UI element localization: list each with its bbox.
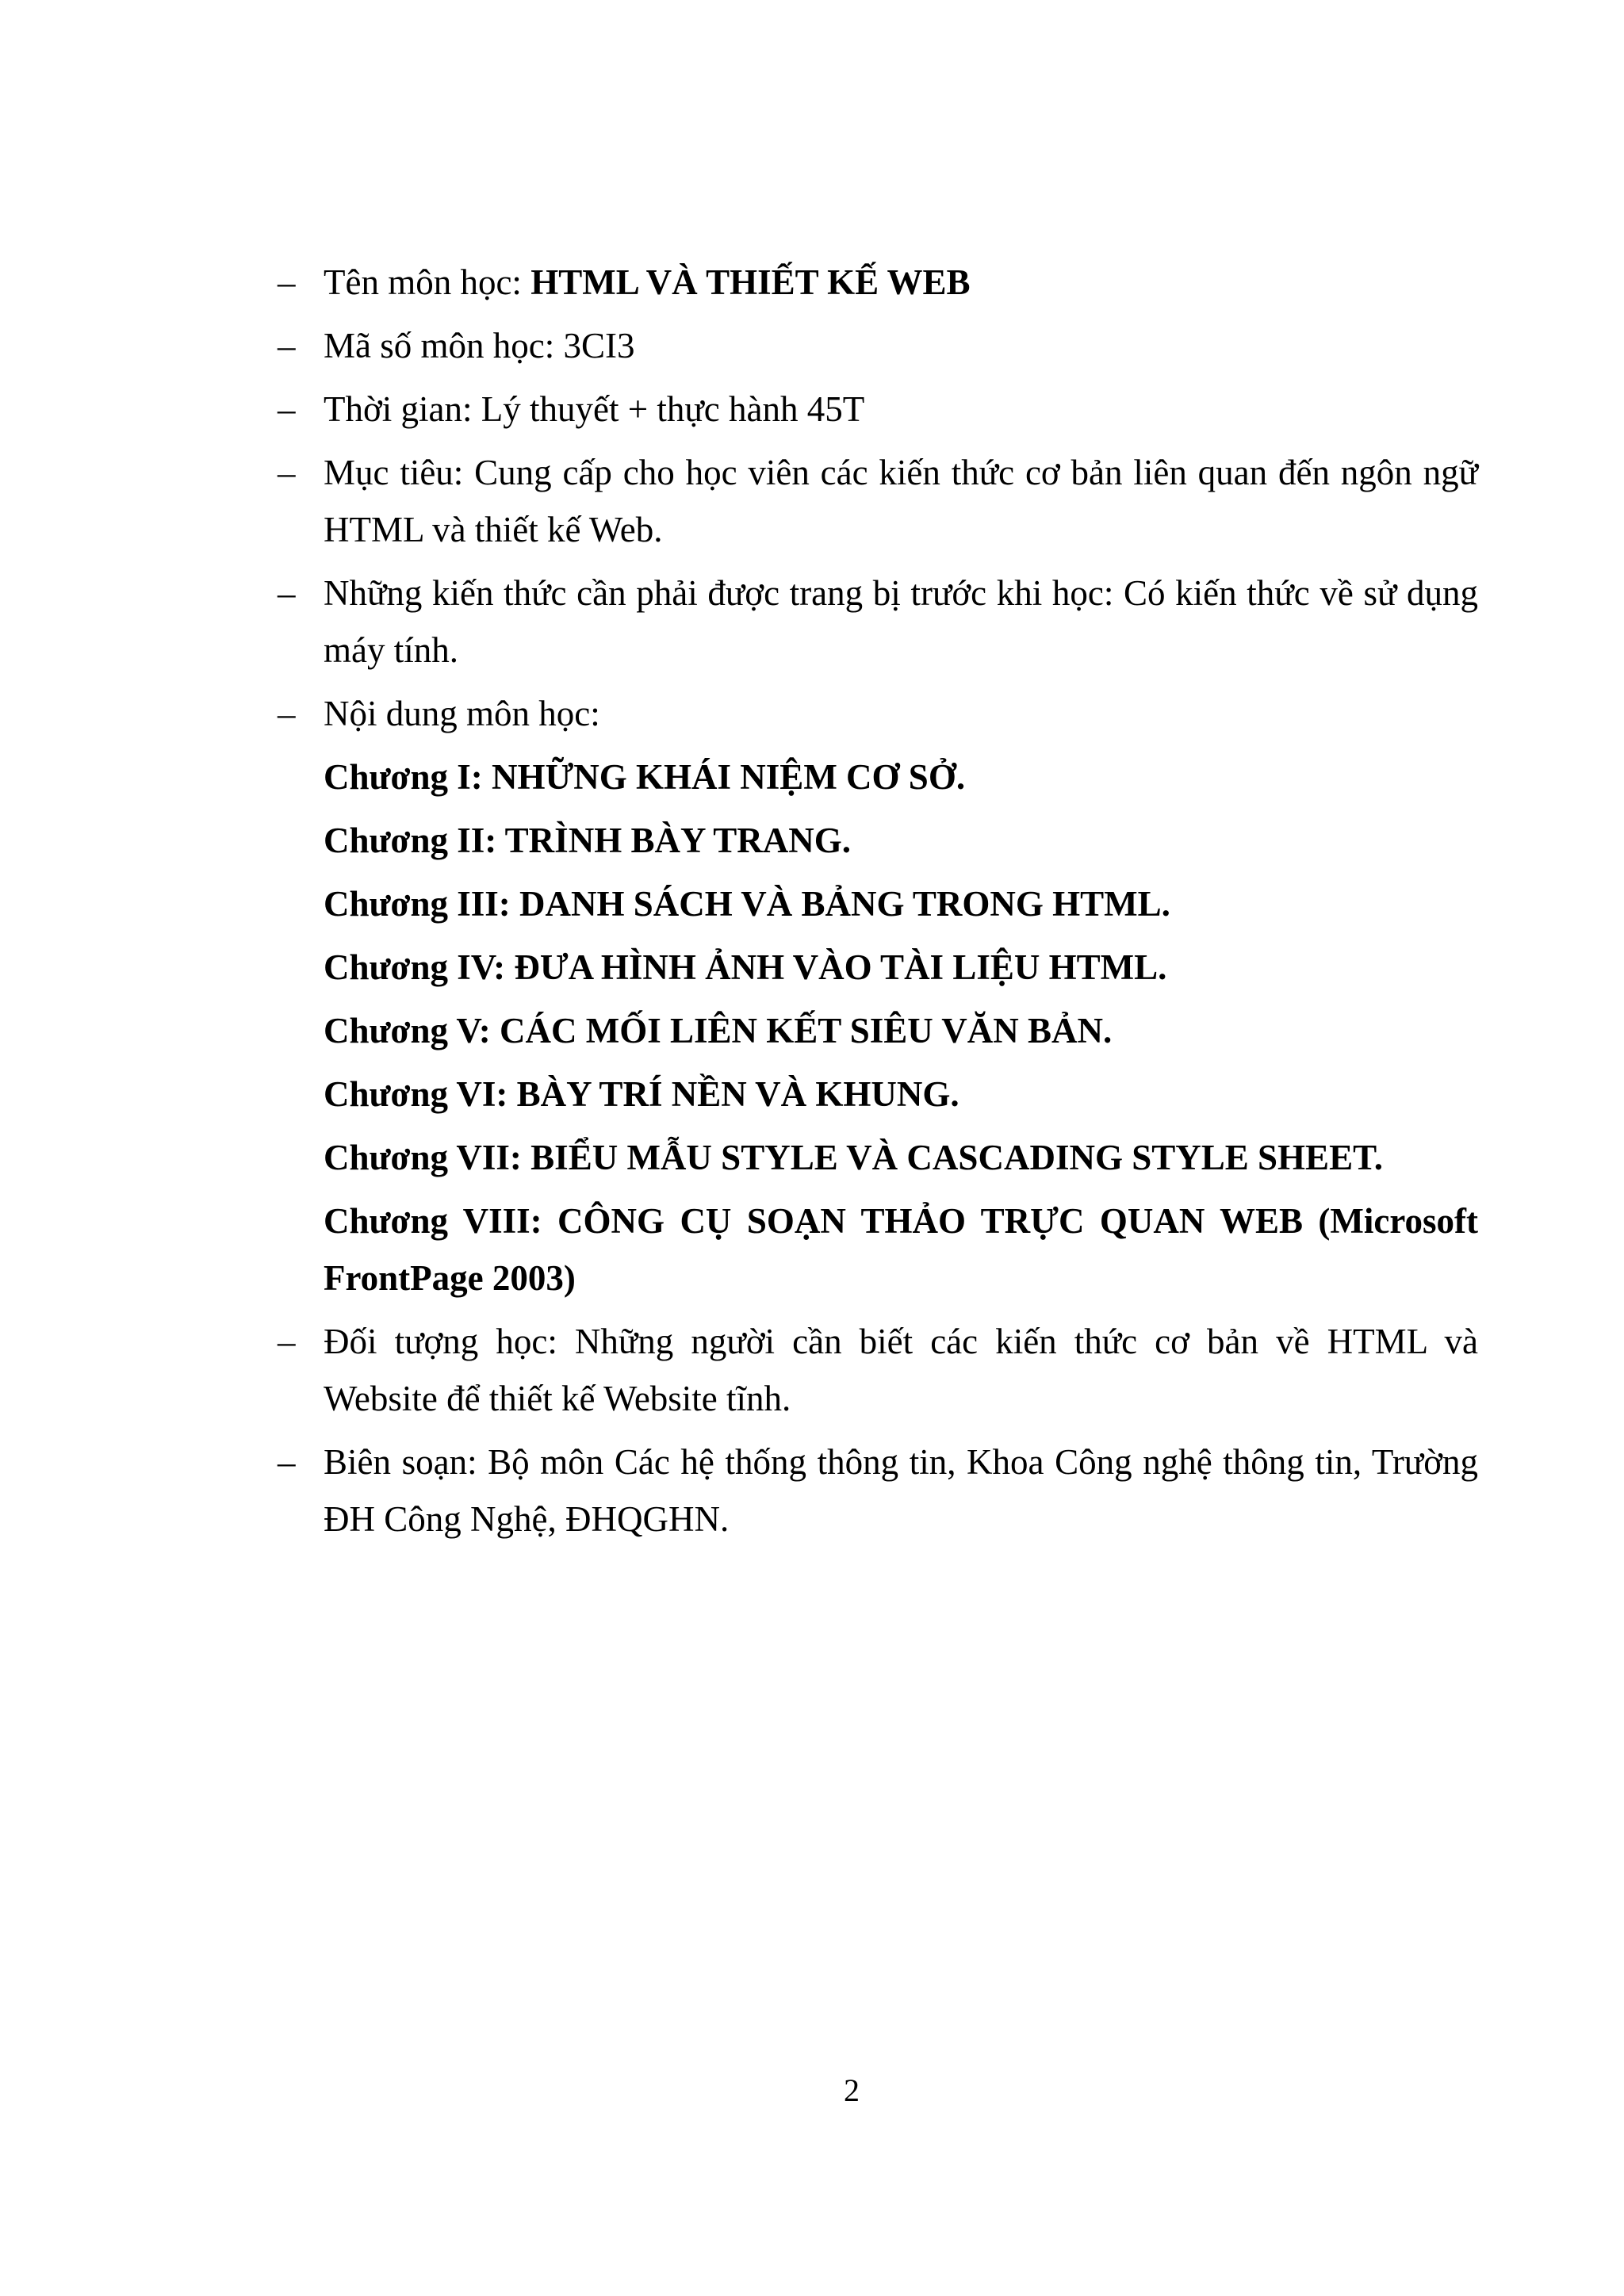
course-content-item [278,685,1478,742]
bullet-dash: – [278,326,296,365]
course-content-label: Nội dung môn học: [324,694,600,733]
target-audience-item [278,1313,1478,1427]
bullet-dash: – [278,1322,296,1361]
chapter-3: Chương III: DANH SÁCH VÀ BẢNG TRONG HTML. [324,884,1170,924]
course-code-text: Mã số môn học: 3CI3 [324,326,635,365]
course-duration-item [278,381,1478,438]
course-objective-text: Mục tiêu: Cung cấp cho học viên các kiến thức cơ bản liên quan đến ngôn ngữ HTML và thiết kế Web. [324,453,1478,549]
chapter-6: Chương VI: BÀY TRÍ NỀN VÀ KHUNG. [324,1074,959,1114]
course-objective-item [278,444,1478,558]
compiled-by-item [278,1433,1478,1548]
page-number: 2 [844,2072,860,2108]
bullet-dash: – [278,453,296,492]
course-name-label: Tên môn học: [324,262,531,302]
bullet-dash: – [278,573,296,613]
bullet-dash: – [278,262,296,302]
course-code-item [278,317,1478,374]
prerequisites-text: Những kiến thức cần phải được trang bị trước khi học: Có kiến thức về sử dụng máy tính. [324,573,1478,670]
course-duration-text: Thời gian: Lý thuyết + thực hành 45T [324,389,865,429]
chapter-2: Chương II: TRÌNH BÀY TRANG. [324,821,851,860]
bullet-dash: – [278,1442,296,1482]
chapter-1: Chương I: NHỮNG KHÁI NIỆM CƠ SỞ. [324,757,966,797]
course-name-value: HTML VÀ THIẾT KẾ WEB [530,262,971,302]
prerequisites-item [278,564,1478,679]
course-info [278,254,1478,1554]
target-audience-text: Đối tượng học: Những người cần biết các kiến thức cơ bản về HTML và Website để thiết kế Website tĩnh. [324,1322,1478,1418]
chapter-list [278,748,1478,1307]
chapter-5: Chương V: CÁC MỐI LIÊN KẾT SIÊU VĂN BẢN. [324,1011,1113,1050]
bullet-dash: – [278,389,296,429]
chapter-4: Chương IV: ĐƯA HÌNH ẢNH VÀO TÀI LIỆU HTML. [324,947,1167,987]
chapter-7: Chương VII: BIỂU MẪU STYLE VÀ CASCADING STYLE SHEET. [324,1138,1384,1177]
chapter-8: Chương VIII: CÔNG CỤ SOẠN THẢO TRỰC QUAN WEB (Microsoft FrontPage 2003) [324,1201,1478,1298]
compiled-by-text: Biên soạn: Bộ môn Các hệ thống thông tin, Khoa Công nghệ thông tin, Trường ĐH Công Nghệ, ĐHQGHN. [324,1442,1478,1539]
bullet-dash: – [278,694,296,733]
course-name-item [278,254,1478,311]
